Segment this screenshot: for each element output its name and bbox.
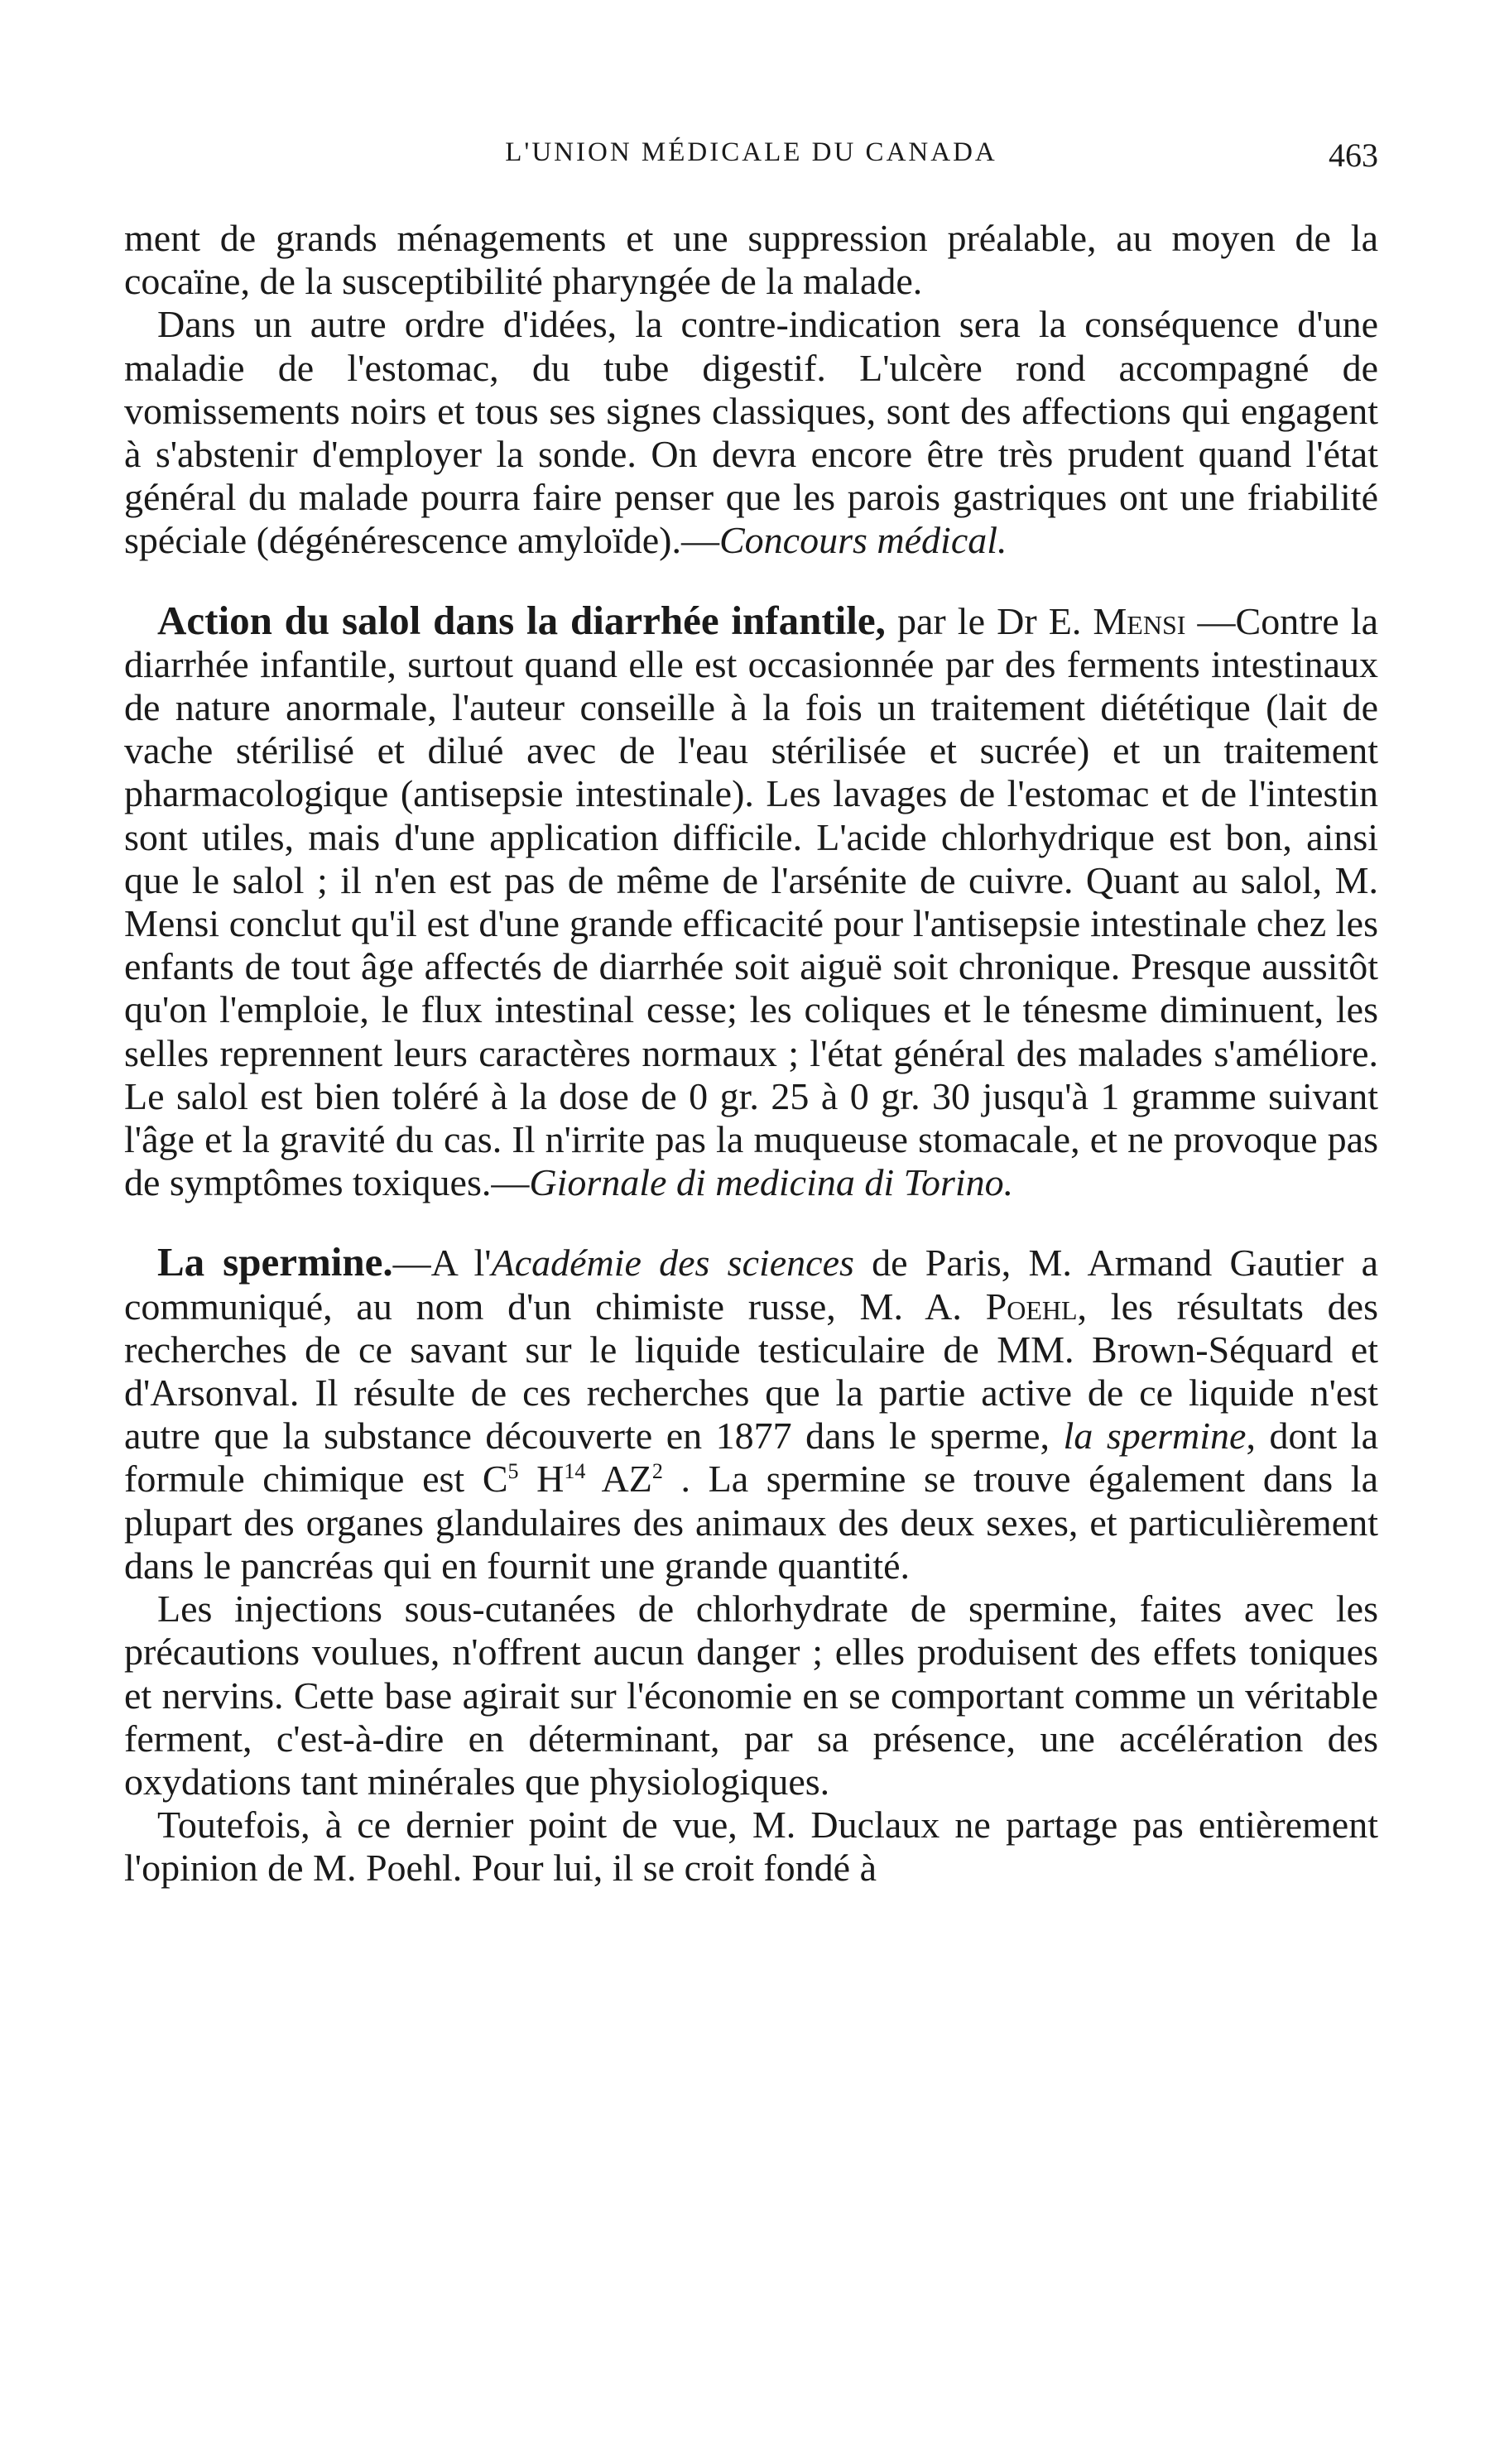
academy-name: Académie des sciences bbox=[491, 1242, 854, 1285]
article-text: . La spermine se trouve également dans la plupart des organes glandulaires des animaux des deux sexes, et particulièrement dans le pancréas qui en fournit une grande quantité. bbox=[124, 1458, 1378, 1587]
paragraph-text: Toutefois, à ce dernier point de vue, M. Duclaux ne partage pas entièrement l'opinion de M. Poehl. Pour lui, il se croit fondé à bbox=[124, 1804, 1378, 1890]
source-citation: Giornale di medicina di Torino. bbox=[529, 1161, 1014, 1204]
paragraph-text: Dans un autre ordre d'idées, la contre-indication sera la conséquence d'une maladie de l'estomac, du tube digestif. L'ulcère rond accompagné de vomissements noirs et tous ses signes classiques, sont des affections qui engagent à s'abstenir d'employer la sonde. On devra encore être très prudent quand l'état général du malade pourra faire penser que les parois gastriques ont une friabilité spéciale (dégénérescence amyloïde).— bbox=[124, 303, 1378, 562]
article-text: de Paris, M. Armand Gautier a communiqué, au nom d'un chimiste russe, M. A. bbox=[124, 1242, 1378, 1328]
article-title: Action du salol dans la diarrhée infantile, bbox=[157, 597, 886, 643]
article-byline: par le Dr E. bbox=[885, 599, 1093, 642]
article-text: —Contre la diarrhée infantile, surtout quand elle est occasionnée par des ferments intestinaux de nature anormale, l'auteur conseille à la fois un traitement diététique (lait de vache stérilisé et dilué avec de l'eau stérilisée et sucrée) et un traitement pharmacologique (antisepsie intestinale). Les lavages de l'estomac et de l'intestin sont utiles, mais d'une application difficile. L'acide chlorhydrique est bon, ainsi que le salol ; il n'en est pas de même de l'arsénite de cuivre. Quant au salol, M. Mensi conclut qu'il est d'une grande efficacité pour l'antisepsie intestinale chez les enfants de tout âge affectés de diarrhée soit aiguë soit chronique. Presque aussitôt qu'on l'emploie, le flux intestinal cesse; les coliques et le ténesme diminuent, les selles reprennent leurs caractères normaux ; l'état général des malades s'améliore. Le salol est bien toléré à la dose de 0 gr. 25 à 0 gr. 30 jusqu'à 1 gramme suivant l'âge et la gravité du cas. Il n'irrite pas la muqueuse stomacale, et ne provoque pas de symptômes toxiques.— bbox=[124, 599, 1378, 1204]
running-head: L'UNION MÉDICALE DU CANADA bbox=[505, 137, 997, 167]
page-number: 463 bbox=[1329, 137, 1378, 174]
spermine-term: la spermine bbox=[1063, 1415, 1247, 1458]
article-text: AZ bbox=[585, 1458, 652, 1501]
article-title: La spermine. bbox=[157, 1239, 393, 1285]
formula-superscript: 2 bbox=[651, 1459, 663, 1484]
formula-superscript: 5 bbox=[507, 1459, 519, 1484]
chemist-name: Poehl bbox=[985, 1285, 1078, 1328]
article-spermine bbox=[124, 1241, 1378, 1587]
section-spacer bbox=[124, 563, 1378, 599]
article-author: Mensi bbox=[1093, 599, 1186, 642]
article-text: H bbox=[518, 1458, 565, 1501]
page-header bbox=[124, 137, 1378, 179]
body-text bbox=[124, 217, 1378, 1890]
source-citation: Concours médical. bbox=[719, 519, 1007, 562]
paragraph-continuation bbox=[124, 217, 1378, 303]
paragraph-injections bbox=[124, 1587, 1378, 1804]
paragraph-text: ment de grands ménagements et une suppression préalable, au moyen de la cocaïne, de la susceptibilité pharyngée de la malade. bbox=[124, 217, 1378, 303]
article-text: , les résultats des recherches de ce savant sur le liquide testiculaire de MM. Brown-Séquard et d'Arsonval. Il résulte de ces recherches que la partie active de ce liquide n'est autre que la substance découverte en 1877 dans le sperme, bbox=[124, 1285, 1379, 1458]
article-salol bbox=[124, 599, 1378, 1205]
formula-superscript: 14 bbox=[564, 1459, 586, 1484]
paragraph-text: Les injections sous-cutanées de chlorhydrate de spermine, faites avec les précautions voulues, n'offrent aucun danger ; elles produisent des effets toniques et nervins. Cette base agirait sur l'économie en se comportant comme un véritable ferment, c'est-à-dire en déterminant, par sa présence, une accélération des oxydations tant minérales que physiologiques. bbox=[124, 1587, 1378, 1803]
paragraph-contre-indication bbox=[124, 303, 1378, 562]
section-spacer bbox=[124, 1204, 1378, 1241]
article-text: —A l' bbox=[392, 1242, 492, 1285]
paragraph-toutefois bbox=[124, 1804, 1378, 1890]
article-text: , dont la formule chimique est C bbox=[124, 1415, 1378, 1501]
